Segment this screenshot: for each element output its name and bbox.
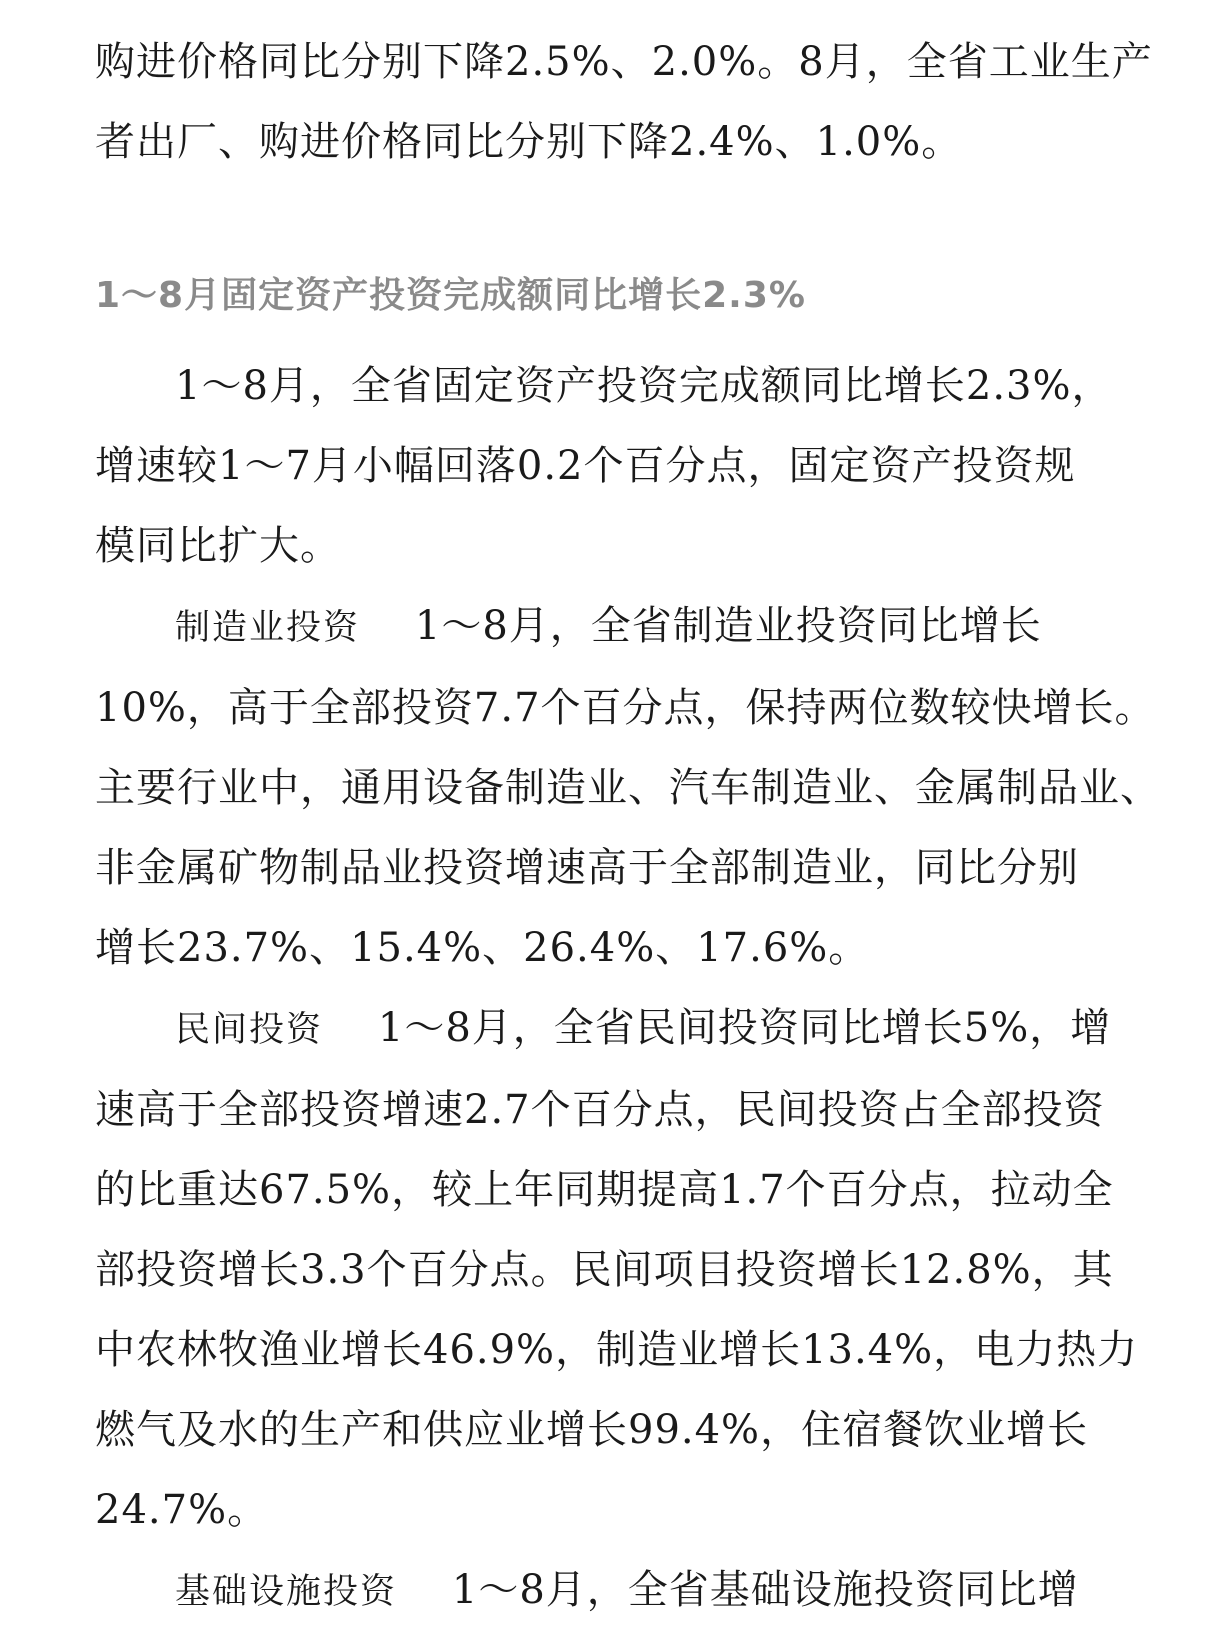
text-run: 1～8月，全省民间投资同比增长5%，增 — [377, 1005, 1112, 1051]
text-run: 1～8月，全省制造业投资同比增长 — [414, 603, 1042, 649]
text-line: 模同比扩大。 — [95, 523, 341, 569]
paragraph-lead-term: 基础设施投资 — [175, 1572, 398, 1612]
text-line — [95, 1550, 1148, 1632]
text-line: 者出厂、购进价格同比分别下降2.4%、1.0%。 — [95, 119, 963, 165]
text-line: 10%，高于全部投资7.7个百分点，保持两位数较快增长。 — [95, 685, 1156, 731]
text-line: 购进价格同比分别下降2.5%、2.0%。8月，全省工业生产 — [95, 39, 1153, 85]
text-line: 增速较1～7月小幅回落0.2个百分点，固定资产投资规 — [95, 443, 1076, 489]
text-line: 的比重达67.5%，较上年同期提高1.7个百分点，拉动全 — [95, 1167, 1114, 1213]
text-line: 燃气及水的生产和供应业增长99.4%，住宿餐饮业增长 — [95, 1407, 1089, 1453]
intro-paragraph — [95, 22, 1153, 182]
section-heading: 1～8月固定资产投资完成额同比增长2.3% — [95, 275, 806, 316]
text-line: 部投资增长3.3个百分点。民间项目投资增长12.8%，其 — [95, 1247, 1114, 1293]
text-line: 增长23.7%、15.4%、26.4%、17.6%。 — [95, 925, 870, 971]
text-line — [95, 586, 1148, 668]
paragraph-manufacturing-investment — [95, 586, 1161, 988]
paragraph-lead-term: 制造业投资 — [175, 608, 361, 648]
text-line: 速高于全部投资增速2.7个百分点，民间投资占全部投资 — [95, 1087, 1105, 1133]
paragraph-private-investment — [95, 988, 1148, 1550]
text-run: 1～8月，全省基础设施投资同比增 — [451, 1567, 1079, 1613]
paragraph-infrastructure-investment — [95, 1550, 1148, 1632]
text-line: 中农林牧渔业增长46.9%，制造业增长13.4%，电力热力 — [95, 1327, 1139, 1373]
text-line — [95, 988, 1148, 1070]
paragraph-lead-term: 民间投资 — [175, 1010, 324, 1050]
section-spacer — [95, 182, 1148, 268]
text-line: 1～8月，全省固定资产投资完成额同比增长2.3%， — [175, 363, 1113, 409]
paragraph-fixed-asset-investment — [95, 346, 1148, 586]
text-line: 主要行业中，通用设备制造业、汽车制造业、金属制品业、 — [95, 765, 1161, 811]
text-line: 24.7%。 — [95, 1487, 269, 1533]
text-line: 非金属矿物制品业投资增速高于全部制造业，同比分别 — [95, 845, 1079, 891]
